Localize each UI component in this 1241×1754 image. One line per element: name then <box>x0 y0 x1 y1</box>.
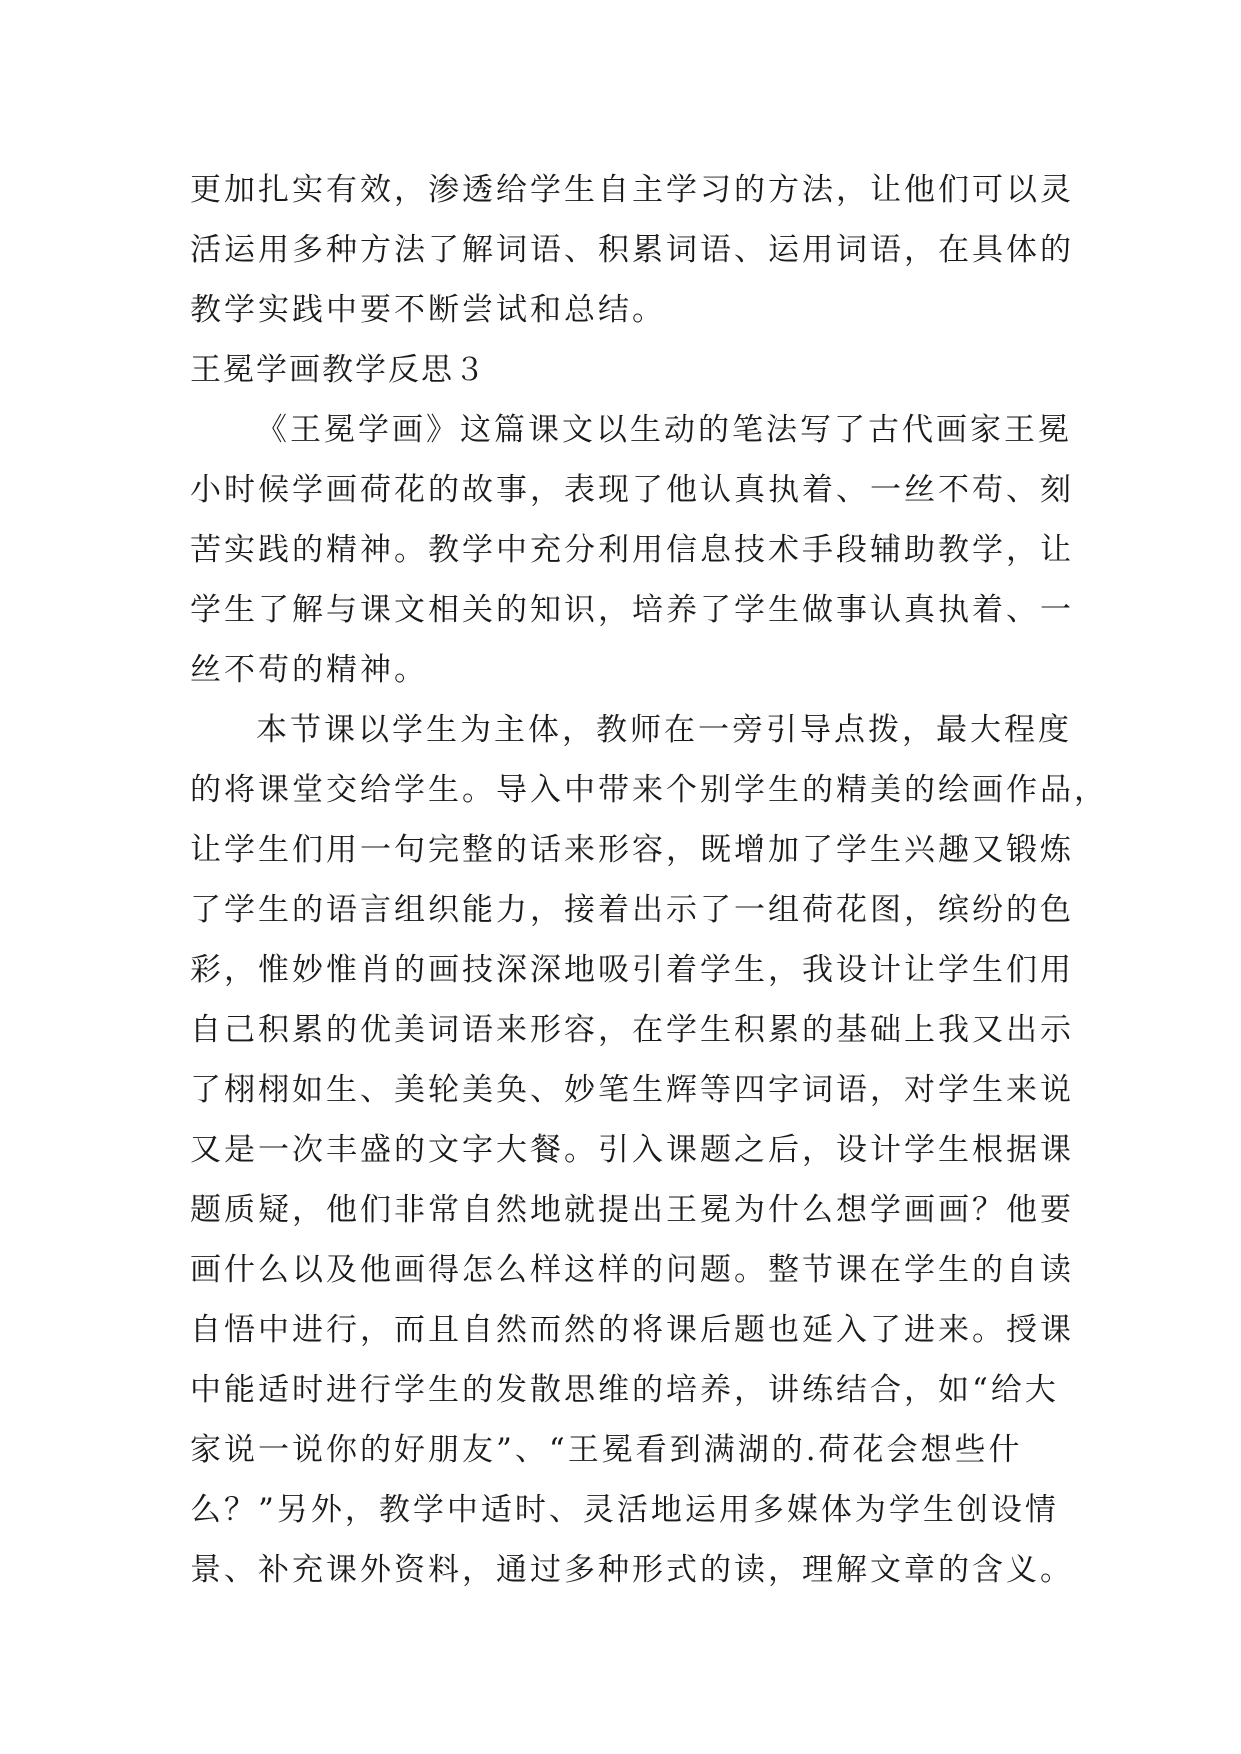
text-line: 活运用多种方法了解词语、积累词语、运用词语，在具体的 <box>190 232 1074 268</box>
text-line: 学生了解与课文相关的知识，培养了学生做事认真执着、一 <box>190 592 1074 628</box>
section-title: 王冕学画教学反思３ <box>190 352 487 388</box>
text-line: 中能适时进行学生的发散思维的培养，讲练结合，如“给大 <box>190 1372 1059 1408</box>
text-line: 的将课堂交给学生。导入中带来个别学生的精美的绘画作品， <box>190 772 1108 808</box>
paragraph-first-line: 《王冕学画》这篇课文以生动的笔法写了古代画家王冕 <box>256 412 1072 448</box>
text-line: 小时候学画荷花的故事，表现了他认真执着、一丝不苟、刻 <box>190 472 1074 508</box>
text-line: 又是一次丰盛的文字大餐。引入课题之后，设计学生根据课 <box>190 1132 1074 1168</box>
text-line: 丝不苟的精神。 <box>190 652 428 688</box>
text-line: 自己积累的优美词语来形容，在学生积累的基础上我又出示 <box>190 1012 1074 1048</box>
text-line: 了学生的语言组织能力，接着出示了一组荷花图，缤纷的色 <box>190 892 1074 928</box>
text-line: 么？”另外，教学中适时、灵活地运用多媒体为学生创设情 <box>190 1492 1059 1528</box>
text-line: 家说一说你的好朋友”、“王冕看到满湖的.荷花会想些什 <box>190 1432 1023 1468</box>
text-line: 景、补充课外资料，通过多种形式的读，理解文章的含义。 <box>190 1552 1074 1588</box>
text-line: 彩，惟妙惟肖的画技深深地吸引着学生，我设计让学生们用 <box>190 952 1074 988</box>
text-line: 画什么以及他画得怎么样这样的问题。整节课在学生的自读 <box>190 1252 1074 1288</box>
text-line: 题质疑，他们非常自然地就提出王冕为什么想学画画？他要 <box>190 1192 1074 1228</box>
text-line: 更加扎实有效，渗透给学生自主学习的方法，让他们可以灵 <box>190 172 1074 208</box>
text-line: 苦实践的精神。教学中充分利用信息技术手段辅助教学，让 <box>190 532 1074 568</box>
text-line: 了栩栩如生、美轮美奂、妙笔生辉等四字词语，对学生来说 <box>190 1072 1074 1108</box>
text-line: 自悟中进行，而且自然而然的将课后题也延入了进来。授课 <box>190 1312 1074 1348</box>
text-line: 让学生们用一句完整的话来形容，既增加了学生兴趣又锻炼 <box>190 832 1074 868</box>
paragraph-first-line: 本节课以学生为主体，教师在一旁引导点拨，最大程度 <box>256 712 1072 748</box>
document-body <box>190 160 1108 1600</box>
text-line: 教学实践中要不断尝试和总结。 <box>190 292 666 328</box>
